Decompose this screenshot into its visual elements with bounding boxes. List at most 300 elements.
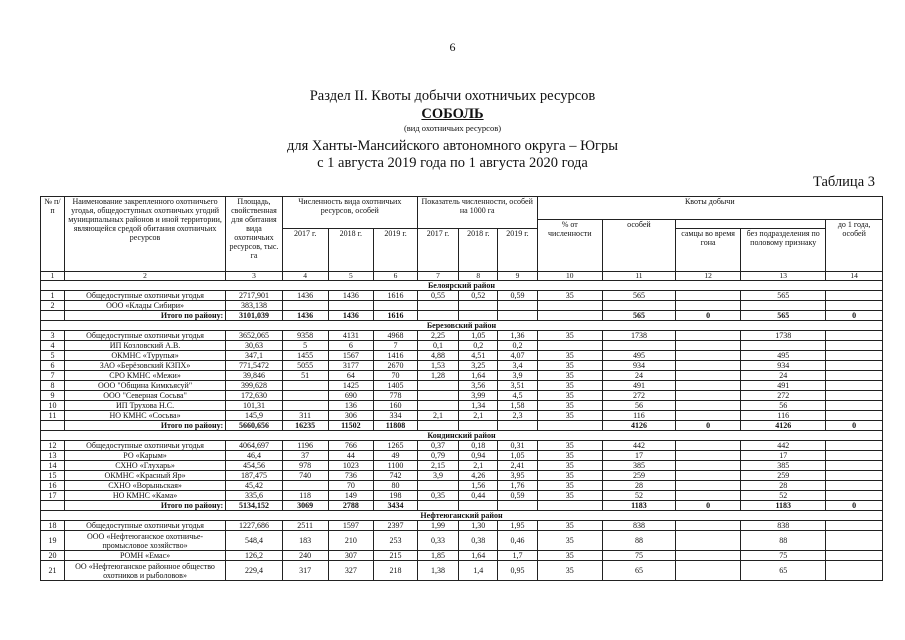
table-cell: 1,28 xyxy=(417,371,458,381)
table-cell: 736 xyxy=(328,471,374,481)
table-cell xyxy=(675,451,740,461)
table-cell: 1738 xyxy=(602,331,675,341)
table-cell: 56 xyxy=(741,401,826,411)
table-cell: 3 xyxy=(41,331,65,341)
header-no: № п/п xyxy=(41,197,65,272)
table-cell: 19 xyxy=(41,531,65,551)
table-cell: 145,9 xyxy=(226,411,283,421)
table-cell: 35 xyxy=(537,461,602,471)
table-cell: 35 xyxy=(537,441,602,451)
table-cell: 10 xyxy=(41,401,65,411)
table-cell: 766 xyxy=(328,441,374,451)
table-cell: 1436 xyxy=(282,291,328,301)
table-row xyxy=(41,471,883,481)
table-cell: 1,53 xyxy=(417,361,458,371)
table-cell xyxy=(826,411,883,421)
table-cell: 1,4 xyxy=(459,561,498,581)
table-cell: 3,51 xyxy=(498,381,537,391)
table-cell xyxy=(328,301,374,311)
table-label: Таблица 3 xyxy=(812,174,875,190)
total-cell: 1183 xyxy=(741,501,826,511)
total-label: Итого по району: xyxy=(64,311,225,321)
table-row xyxy=(41,451,883,461)
table-cell xyxy=(417,381,458,391)
district-name: Белоярский район xyxy=(41,281,883,291)
table-cell xyxy=(826,381,883,391)
table-cell: 1265 xyxy=(374,441,418,451)
total-cell: 3434 xyxy=(374,501,418,511)
table-cell xyxy=(675,411,740,421)
table-cell xyxy=(675,361,740,371)
table-row xyxy=(41,551,883,561)
total-cell xyxy=(417,421,458,431)
total-cell xyxy=(417,501,458,511)
table-cell: 0,18 xyxy=(459,441,498,451)
table-cell xyxy=(282,301,328,311)
table-row xyxy=(41,371,883,381)
table-cell: 7 xyxy=(41,371,65,381)
header-pct: % от численности xyxy=(537,220,602,272)
table-cell: 45,42 xyxy=(226,481,283,491)
total-cell xyxy=(459,501,498,511)
table-cell: 4,07 xyxy=(498,351,537,361)
table-cell: 3,9 xyxy=(417,471,458,481)
hunting-ground-name: ООО "Северная Сосьва" xyxy=(64,391,225,401)
table-cell xyxy=(459,301,498,311)
header-nosex: без подразделения по половому признаку xyxy=(741,229,826,272)
col-num: 1 xyxy=(41,272,65,281)
total-empty-cell xyxy=(41,421,65,431)
table-cell: 4,88 xyxy=(417,351,458,361)
table-cell: 0,35 xyxy=(417,491,458,501)
table-cell: 3,4 xyxy=(498,361,537,371)
table-cell: 2,3 xyxy=(498,411,537,421)
table-cell xyxy=(602,301,675,311)
header-quota-split xyxy=(675,220,825,229)
table-cell: 491 xyxy=(741,381,826,391)
table-cell xyxy=(675,531,740,551)
table-cell: 35 xyxy=(537,361,602,371)
table-cell: 4064,697 xyxy=(226,441,283,451)
table-cell: 17 xyxy=(602,451,675,461)
hunting-ground-name: ООО "Община Кимкъясуй" xyxy=(64,381,225,391)
table-cell xyxy=(826,521,883,531)
total-cell: 11502 xyxy=(328,421,374,431)
table-cell xyxy=(826,331,883,341)
col-num: 7 xyxy=(417,272,458,281)
table-cell: 2,41 xyxy=(498,461,537,471)
table-cell: 0,59 xyxy=(498,291,537,301)
table-cell: 385 xyxy=(602,461,675,471)
col-num: 14 xyxy=(826,272,883,281)
hunting-ground-name: ОКМНС «Турупья» xyxy=(64,351,225,361)
hunting-ground-name: НО КМНС «Кама» xyxy=(64,491,225,501)
total-cell: 0 xyxy=(675,421,740,431)
table-cell xyxy=(675,461,740,471)
table-cell: 39,846 xyxy=(226,371,283,381)
column-number-row xyxy=(41,272,883,281)
total-cell xyxy=(417,311,458,321)
total-cell: 5134,152 xyxy=(226,501,283,511)
table-cell: 740 xyxy=(282,471,328,481)
total-cell xyxy=(537,311,602,321)
table-cell: 160 xyxy=(374,401,418,411)
table-cell xyxy=(675,351,740,361)
table-cell: 2717,901 xyxy=(226,291,283,301)
table-cell: 1196 xyxy=(282,441,328,451)
table-cell: 70 xyxy=(328,481,374,491)
table-cell: 1023 xyxy=(328,461,374,471)
col-num: 2 xyxy=(64,272,225,281)
table-cell xyxy=(675,471,740,481)
table-cell: 118 xyxy=(282,491,328,501)
table-cell: 229,4 xyxy=(226,561,283,581)
hunting-ground-name: ООО «Клады Сибири» xyxy=(64,301,225,311)
table-cell: 0,44 xyxy=(459,491,498,501)
table-cell: 20 xyxy=(41,551,65,561)
table-cell: 35 xyxy=(537,401,602,411)
table-cell xyxy=(826,341,883,351)
table-cell: 35 xyxy=(537,291,602,301)
col-num: 8 xyxy=(459,272,498,281)
table-cell: 272 xyxy=(602,391,675,401)
total-cell: 0 xyxy=(826,421,883,431)
table-cell xyxy=(826,491,883,501)
table-cell: 385 xyxy=(741,461,826,471)
table-cell: 14 xyxy=(41,461,65,471)
total-cell: 1616 xyxy=(374,311,418,321)
table-cell: 383,138 xyxy=(226,301,283,311)
table-cell: 136 xyxy=(328,401,374,411)
district-name: Нефтеюганский район xyxy=(41,511,883,521)
table-cell: 116 xyxy=(741,411,826,421)
table-row xyxy=(41,401,883,411)
table-cell: 0,55 xyxy=(417,291,458,301)
table-cell xyxy=(826,461,883,471)
table-cell: 327 xyxy=(328,561,374,581)
table-cell: 24 xyxy=(602,371,675,381)
table-cell xyxy=(675,441,740,451)
total-cell: 1183 xyxy=(602,501,675,511)
table-cell: 2,1 xyxy=(459,461,498,471)
table-cell: 198 xyxy=(374,491,418,501)
table-cell: 1738 xyxy=(741,331,826,341)
table-cell: 1,34 xyxy=(459,401,498,411)
table-row xyxy=(41,491,883,501)
table-cell: 0,46 xyxy=(498,531,537,551)
table-cell: 65 xyxy=(602,561,675,581)
header-area: Площадь, свойственная для обитания вида охотничьих ресурсов, тыс. га xyxy=(226,197,283,272)
table-cell: 1,85 xyxy=(417,551,458,561)
table-cell xyxy=(826,531,883,551)
table-cell: 101,31 xyxy=(226,401,283,411)
table-row xyxy=(41,481,883,491)
table-cell: 37 xyxy=(282,451,328,461)
table-cell: 495 xyxy=(741,351,826,361)
total-cell: 3101,039 xyxy=(226,311,283,321)
table-cell: 70 xyxy=(374,371,418,381)
table-cell: 35 xyxy=(537,381,602,391)
table-cell xyxy=(675,551,740,561)
table-cell: 35 xyxy=(537,491,602,501)
table-cell: 1,30 xyxy=(459,521,498,531)
table-cell: 5055 xyxy=(282,361,328,371)
table-cell: 334 xyxy=(374,411,418,421)
table-cell: 978 xyxy=(282,461,328,471)
table-cell: 1,05 xyxy=(459,331,498,341)
table-cell: 1567 xyxy=(328,351,374,361)
table-cell: 0,1 xyxy=(417,341,458,351)
total-cell: 16235 xyxy=(282,421,328,431)
table-row xyxy=(41,341,883,351)
table-cell: 4968 xyxy=(374,331,418,341)
table-cell: 335,6 xyxy=(226,491,283,501)
table-cell: 1405 xyxy=(374,381,418,391)
table-cell: 18 xyxy=(41,521,65,531)
table-cell xyxy=(826,301,883,311)
table-cell: 1227,686 xyxy=(226,521,283,531)
table-cell: 1416 xyxy=(374,351,418,361)
table-cell xyxy=(417,401,458,411)
table-cell: 35 xyxy=(537,561,602,581)
table-cell: 2397 xyxy=(374,521,418,531)
table-cell: 495 xyxy=(602,351,675,361)
table-cell: 1,95 xyxy=(498,521,537,531)
header-under1: до 1 года, особей xyxy=(826,220,883,272)
table-cell: 4,5 xyxy=(498,391,537,401)
table-cell: 454,56 xyxy=(226,461,283,471)
table-cell: 116 xyxy=(602,411,675,421)
district-header-row xyxy=(41,511,883,521)
total-empty-cell xyxy=(41,311,65,321)
table-cell xyxy=(675,391,740,401)
table-cell: 0,37 xyxy=(417,441,458,451)
district-header-row xyxy=(41,281,883,291)
table-cell: 6 xyxy=(328,341,374,351)
hunting-ground-name: СХНО «Ворыньская» xyxy=(64,481,225,491)
table-cell: 2 xyxy=(41,301,65,311)
table-cell: 35 xyxy=(537,531,602,551)
table-cell: 0,95 xyxy=(498,561,537,581)
total-cell: 11808 xyxy=(374,421,418,431)
table-cell: 4,51 xyxy=(459,351,498,361)
table-cell: 442 xyxy=(602,441,675,451)
hunting-ground-name: ИП Трухова Н.С. xyxy=(64,401,225,411)
table-cell: 838 xyxy=(602,521,675,531)
table-cell xyxy=(826,551,883,561)
total-cell: 1436 xyxy=(282,311,328,321)
table-row xyxy=(41,531,883,551)
table-cell: 1455 xyxy=(282,351,328,361)
table-cell: 3,56 xyxy=(459,381,498,391)
table-cell xyxy=(417,481,458,491)
table-cell: 5 xyxy=(282,341,328,351)
col-num: 9 xyxy=(498,272,537,281)
table-cell: 88 xyxy=(602,531,675,551)
table-cell: 778 xyxy=(374,391,418,401)
resource-note: (вид охотничьих ресурсов) xyxy=(403,123,502,133)
header-abundance-2017: 2017 г. xyxy=(282,229,328,272)
table-cell xyxy=(675,381,740,391)
table-cell: 2,1 xyxy=(459,411,498,421)
page-number: 6 xyxy=(449,40,456,54)
table-cell: 12 xyxy=(41,441,65,451)
table-cell: 934 xyxy=(741,361,826,371)
hunting-ground-name: ОКМНС «Красный Яр» xyxy=(64,471,225,481)
quota-table xyxy=(40,196,883,581)
section-title: Раздел II. Квоты добычи охотничьих ресурсов xyxy=(309,88,596,104)
table-cell: 4 xyxy=(41,341,65,351)
table-cell: 172,630 xyxy=(226,391,283,401)
table-cell: 442 xyxy=(741,441,826,451)
table-cell: 28 xyxy=(741,481,826,491)
table-cell: 126,2 xyxy=(226,551,283,561)
table-cell: 1,38 xyxy=(417,561,458,581)
table-cell: 565 xyxy=(602,291,675,301)
header-males: самцы во время гона xyxy=(675,229,740,272)
table-cell: 1,36 xyxy=(498,331,537,341)
table-cell xyxy=(675,401,740,411)
total-cell: 0 xyxy=(675,311,740,321)
table-cell: 0,59 xyxy=(498,491,537,501)
total-cell: 1436 xyxy=(328,311,374,321)
table-row xyxy=(41,411,883,421)
total-cell: 3069 xyxy=(282,501,328,511)
table-cell: 771,5472 xyxy=(226,361,283,371)
table-cell: 1100 xyxy=(374,461,418,471)
table-cell: 44 xyxy=(328,451,374,461)
table-cell: 0,94 xyxy=(459,451,498,461)
total-cell: 0 xyxy=(826,311,883,321)
total-cell: 0 xyxy=(675,501,740,511)
table-cell: 347,1 xyxy=(226,351,283,361)
header-abundance: Численность вида охотничьих ресурсов, особей xyxy=(282,197,417,229)
header-individuals: особей xyxy=(602,220,675,272)
table-cell: 0,38 xyxy=(459,531,498,551)
table-cell: 210 xyxy=(328,531,374,551)
table-row xyxy=(41,461,883,471)
table-row xyxy=(41,331,883,341)
table-cell xyxy=(741,341,826,351)
table-cell: 0,33 xyxy=(417,531,458,551)
hunting-ground-name: ООО «Нефтеюганское охотничье-промысловое хозяйство» xyxy=(64,531,225,551)
table-row xyxy=(41,381,883,391)
table-cell: 35 xyxy=(537,331,602,341)
table-cell: 1,99 xyxy=(417,521,458,531)
table-cell xyxy=(826,361,883,371)
table-cell: 306 xyxy=(328,411,374,421)
table-cell: 75 xyxy=(741,551,826,561)
table-cell: 149 xyxy=(328,491,374,501)
table-cell: 3177 xyxy=(328,361,374,371)
table-cell: 259 xyxy=(741,471,826,481)
table-cell xyxy=(826,471,883,481)
table-cell: 1425 xyxy=(328,381,374,391)
header-quotas: Квоты добычи xyxy=(537,197,882,220)
header-abundance-2018: 2018 г. xyxy=(328,229,374,272)
table-cell xyxy=(826,441,883,451)
table-cell xyxy=(282,481,328,491)
table-cell: 35 xyxy=(537,411,602,421)
table-cell: 1,56 xyxy=(459,481,498,491)
table-cell xyxy=(537,301,602,311)
table-cell: 4131 xyxy=(328,331,374,341)
table-cell: 8 xyxy=(41,381,65,391)
table-cell: 0,2 xyxy=(498,341,537,351)
table-cell xyxy=(826,351,883,361)
table-cell: 16 xyxy=(41,481,65,491)
table-cell xyxy=(826,561,883,581)
table-cell: 259 xyxy=(602,471,675,481)
table-cell: 1,76 xyxy=(498,481,537,491)
table-cell: 1 xyxy=(41,291,65,301)
district-total-row xyxy=(41,501,883,511)
table-cell xyxy=(675,481,740,491)
table-cell: 218 xyxy=(374,561,418,581)
table-cell: 317 xyxy=(282,561,328,581)
table-cell: 21 xyxy=(41,561,65,581)
table-cell: 272 xyxy=(741,391,826,401)
table-cell xyxy=(826,291,883,301)
table-cell xyxy=(675,521,740,531)
table-cell: 690 xyxy=(328,391,374,401)
table-cell: 3652,065 xyxy=(226,331,283,341)
table-cell: 491 xyxy=(602,381,675,391)
header-density-2019: 2019 г. xyxy=(498,229,537,272)
table-cell: 75 xyxy=(602,551,675,561)
resource-name: СОБОЛЬ xyxy=(421,106,484,122)
col-num: 10 xyxy=(537,272,602,281)
table-cell xyxy=(826,401,883,411)
col-num: 4 xyxy=(282,272,328,281)
total-cell xyxy=(459,421,498,431)
table-cell: 4,26 xyxy=(459,471,498,481)
table-cell: 5 xyxy=(41,351,65,361)
region-title: для Ханты-Мансийского автономного округа – Югры xyxy=(286,138,618,154)
table-cell: 1,58 xyxy=(498,401,537,411)
table-cell: 3,99 xyxy=(459,391,498,401)
header-name: Наименование закрепленного охотничьего угодья, общедоступных охотничьих угодий муниципальных районов и иной территории, являющейся средой обитания охотничьих ресурсов xyxy=(64,197,225,272)
table-cell xyxy=(826,391,883,401)
table-cell: 30,63 xyxy=(226,341,283,351)
table-cell: 35 xyxy=(537,451,602,461)
table-cell: 35 xyxy=(537,481,602,491)
total-label: Итого по району: xyxy=(64,421,225,431)
table-cell: 9 xyxy=(41,391,65,401)
table-cell: 742 xyxy=(374,471,418,481)
table-cell: 187,475 xyxy=(226,471,283,481)
table-cell: 565 xyxy=(741,291,826,301)
total-label: Итого по району: xyxy=(64,501,225,511)
table-cell: 548,4 xyxy=(226,531,283,551)
total-cell xyxy=(459,311,498,321)
table-cell xyxy=(675,331,740,341)
table-cell: 0,2 xyxy=(459,341,498,351)
hunting-ground-name: Общедоступные охотничьи угодья xyxy=(64,291,225,301)
total-cell: 4126 xyxy=(602,421,675,431)
table-cell: 215 xyxy=(374,551,418,561)
total-cell: 5660,656 xyxy=(226,421,283,431)
table-cell xyxy=(374,301,418,311)
table-cell: 1616 xyxy=(374,291,418,301)
header-density-2018: 2018 г. xyxy=(459,229,498,272)
table-cell: 183 xyxy=(282,531,328,551)
table-cell: 17 xyxy=(41,491,65,501)
table-cell: 88 xyxy=(741,531,826,551)
table-cell: 2,25 xyxy=(417,331,458,341)
table-cell xyxy=(675,491,740,501)
total-cell: 2788 xyxy=(328,501,374,511)
